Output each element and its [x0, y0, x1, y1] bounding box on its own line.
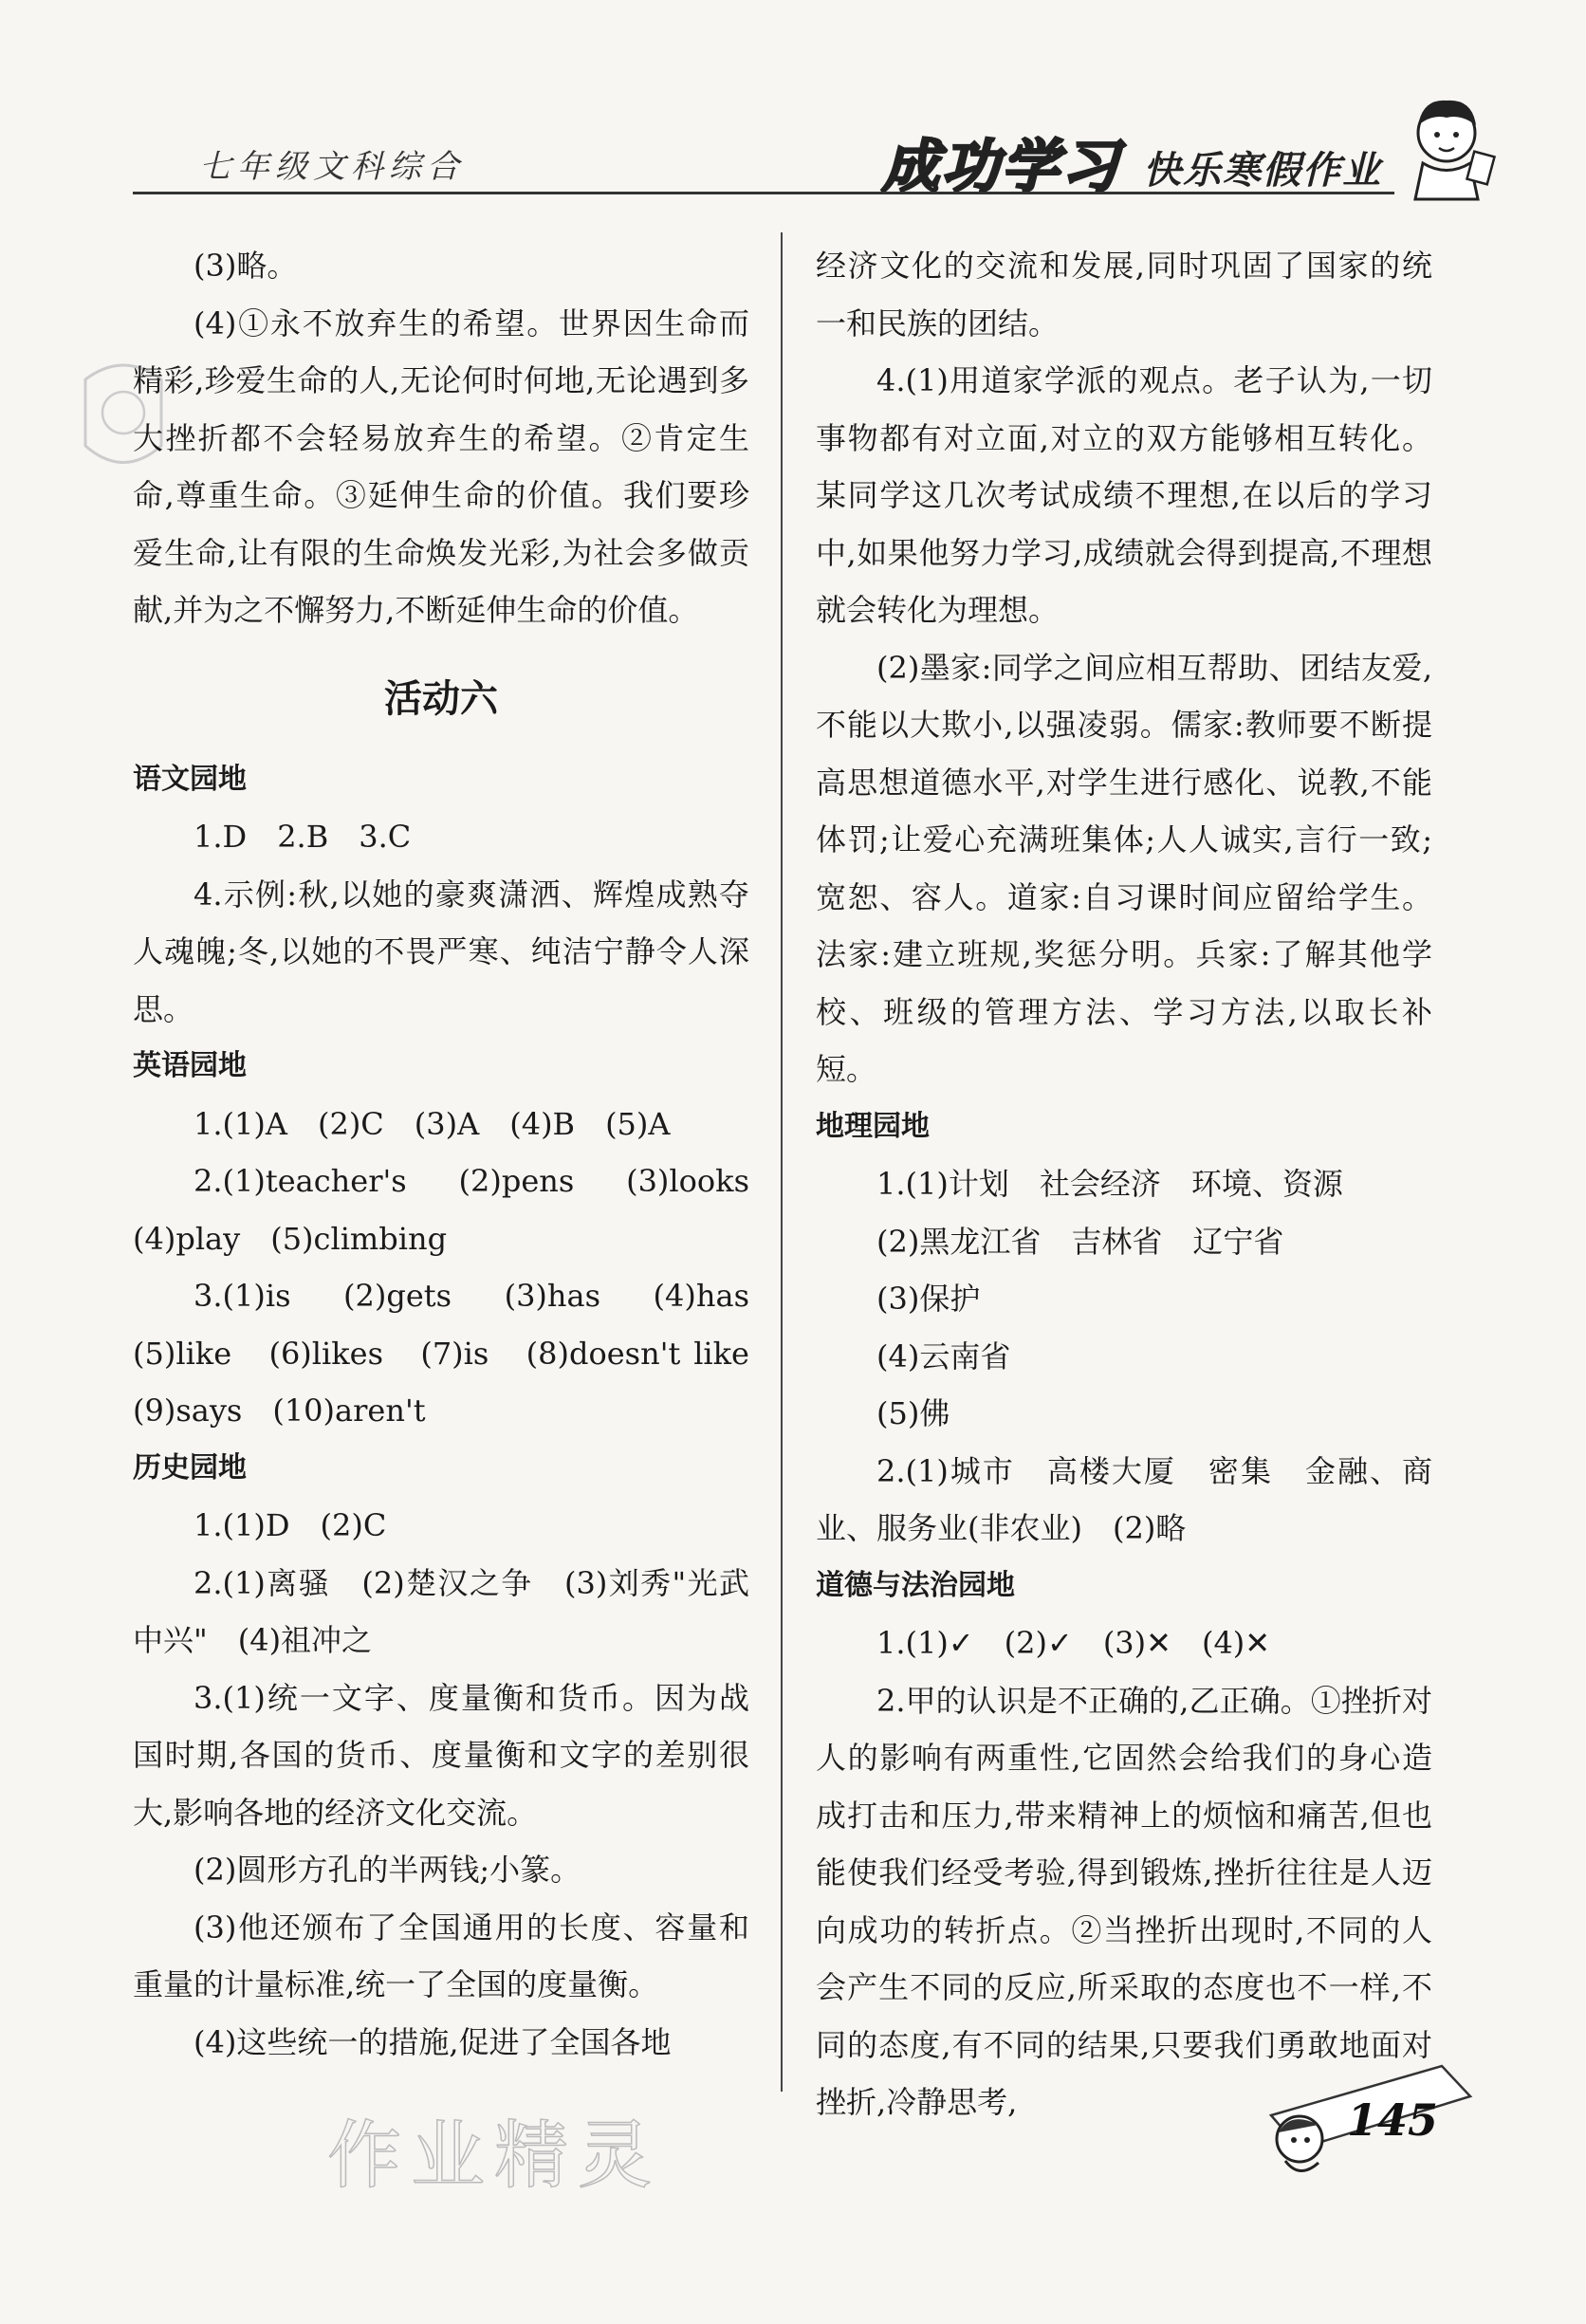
section-heading: 地理园地	[816, 1109, 930, 1143]
answer-paragraph: 1.(1)D (2)C	[194, 1507, 387, 1543]
page-number: 145	[1347, 2094, 1439, 2146]
answer-paragraph: 1.(1)计划 社会经济 环境、资源	[876, 1166, 1343, 1202]
answer-paragraph: 2.甲的认识是不正确的,乙正确。①挫折对人的影响有两重性,它固然会给我们的身心造成打击和压力,带来精神上的烦恼和痛苦,但也能使我们经受考验,得到锻炼,挫折往往是人迈向成功的转折点。②当挫折出现时,不同的人会产生不同的反应,所采取的态度也不一样,不同的态度,有不同的结果,只要我们勇敢地面对挫折,冷静思考,	[816, 1682, 1432, 2120]
answer-paragraph: (2)墨家:同学之间应相互帮助、团结友爱,不能以大欺小,以强凌弱。儒家:教师要不断提高思想道德水平,对学生进行感化、说教,不能体罚;让爱心充满班集体;人人诚实,言行一致;宽恕、容人。道家:自习课时间应留给学生。法家:建立班规,奖惩分明。兵家:了解其他学校、班级的管理方法、学习方法,以取长补短。	[816, 649, 1432, 1087]
brand-title: 成功学习	[882, 134, 1121, 200]
answer-paragraph: 1.(1)✓ (2)✓ (3)✕ (4)✕	[876, 1625, 1271, 1661]
answer-paragraph: (5)佛	[876, 1395, 950, 1431]
answer-paragraph: 经济文化的交流和发展,同时巩固了国家的统一和民族的团结。	[816, 248, 1432, 341]
activity-heading: 活动六	[384, 676, 498, 721]
right-column	[816, 237, 1432, 2131]
brand-subtitle: 快乐寒假作业	[1143, 149, 1382, 193]
answer-paragraph: 3.(1)is (2)gets (3)has (4)has (5)like (6)likes (7)is (8)doesn't like (9)says (10)aren't	[133, 1278, 781, 1429]
answer-paragraph: (2)黑龙江省 吉林省 辽宁省	[876, 1223, 1284, 1260]
column-divider	[781, 232, 783, 2092]
answer-paragraph: (3)略。	[194, 248, 298, 284]
answer-paragraph: (4)这些统一的措施,促进了全国各地	[194, 2023, 672, 2060]
girl-mascot-icon	[1394, 87, 1499, 201]
section-heading: 英语园地	[133, 1049, 247, 1082]
answer-paragraph: 4.(1)用道家学派的观点。老子认为,一切事物都有对立面,对立的双方能够相互转化。某同学这几次考试成绩不理想,在以后的学习中,如果他努力学习,成绩就会得到提高,不理想就会转化为理想。	[816, 362, 1432, 628]
left-column	[133, 237, 781, 2071]
answer-paragraph: (3)他还颁布了全国通用的长度、容量和重量的计量标准,统一了全国的度量衡。	[133, 1909, 749, 2002]
grade-subject-title: 七年级文科综合	[199, 148, 465, 186]
section-heading: 历史园地	[133, 1450, 247, 1485]
answer-paragraph: 1.D 2.B 3.C	[194, 819, 412, 855]
header-rule	[133, 192, 1394, 194]
answer-paragraph: 3.(1)统一文字、度量衡和货币。因为战国时期,各国的货币、度量衡和文字的差别很大,影响各地的经济文化交流。	[133, 1679, 749, 1831]
watermark-text: 作业精灵	[327, 2113, 662, 2199]
answer-paragraph: (4)云南省	[876, 1337, 1011, 1374]
answer-paragraph: 4.示例:秋,以她的豪爽潇洒、辉煌成熟夺人魂魄;冬,以她的不畏严寒、纯洁宁静令人深思。	[133, 876, 749, 1027]
answer-paragraph: 2.(1)城市 高楼大厦 密集 金融、商业、服务业(非农业) (2)略	[816, 1452, 1432, 1546]
answer-paragraph: (3)保护	[876, 1281, 981, 1317]
section-heading: 语文园地	[133, 762, 247, 796]
section-heading: 道德与法治园地	[816, 1568, 1015, 1602]
answer-paragraph: (2)圆形方孔的半两钱;小篆。	[194, 1852, 581, 1888]
answer-paragraph: 2.(1)离骚 (2)楚汉之争 (3)刘秀"光武中兴" (4)祖冲之	[133, 1564, 749, 1658]
answer-paragraph: 2.(1)teacher's (2)pens (3)looks (4)play (5)climbing	[133, 1163, 781, 1257]
answer-paragraph: (4)①永不放弃生的希望。世界因生命而精彩,珍爱生命的人,无论何时何地,无论遇到多大挫折都不会轻易放弃生的希望。②肯定生命,尊重生命。③延伸生命的价值。我们要珍爱生命,让有限的生命焕发光彩,为社会多做贡献,并为之不懈努力,不断延伸生命的价值。	[133, 304, 749, 628]
answer-paragraph: 1.(1)A (2)C (3)A (4)B (5)A	[194, 1105, 671, 1142]
